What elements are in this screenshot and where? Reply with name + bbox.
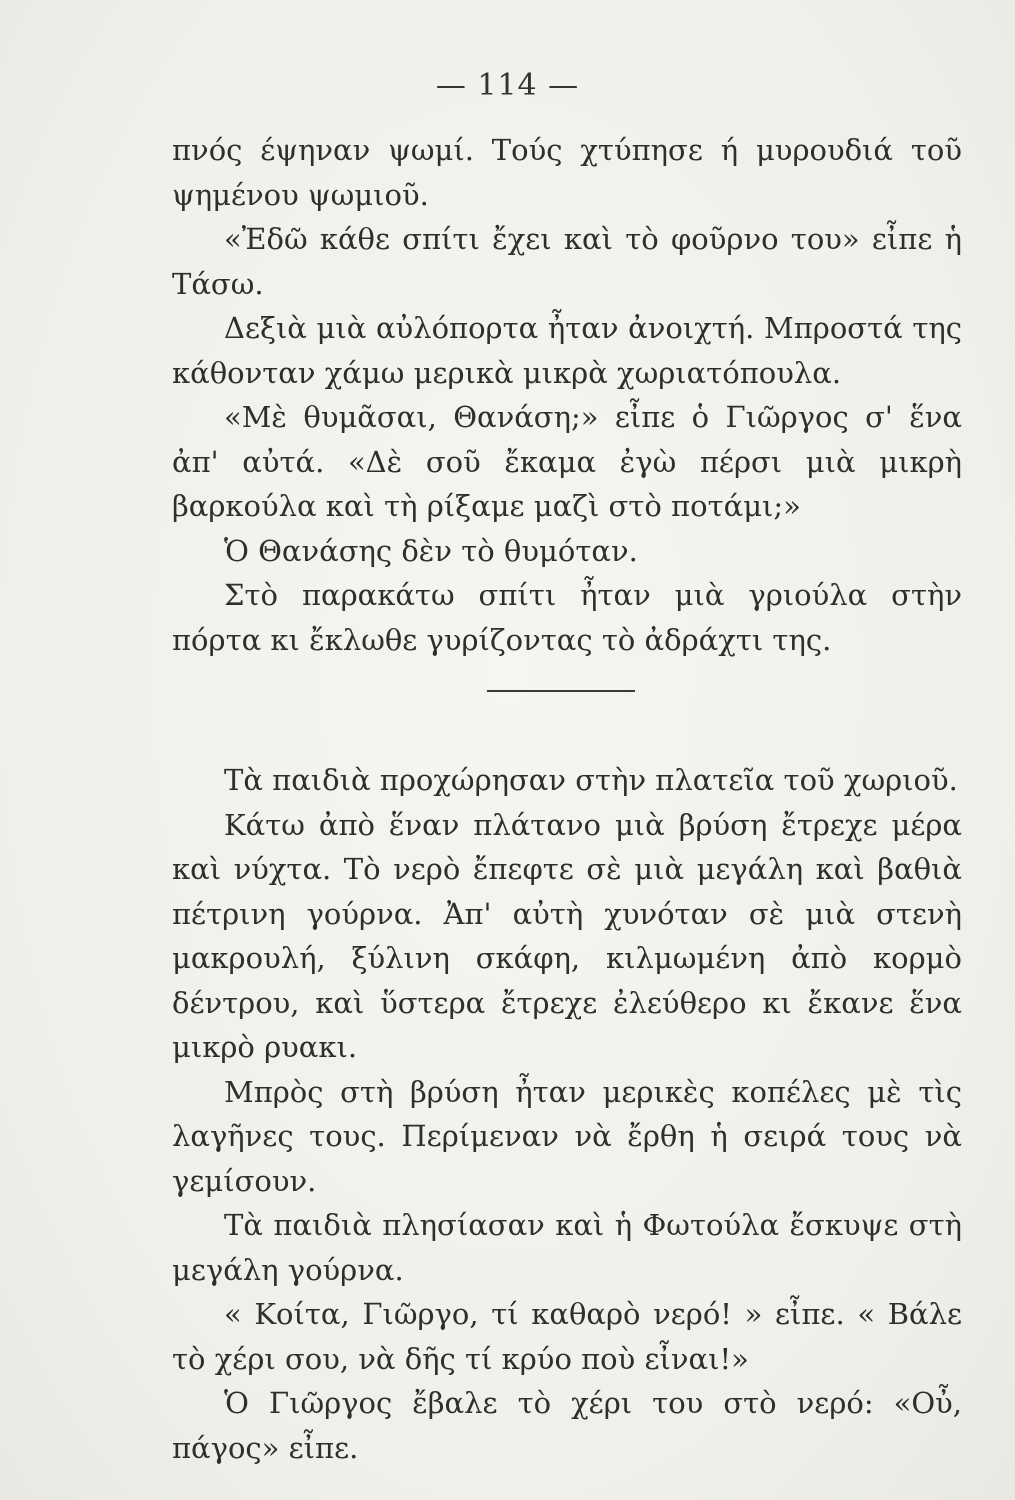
paragraph: « Κοίτα, Γιῶργο, τί καθαρὸ νερό! » εἶπε. « Βάλε τὸ χέρι σου, νὰ δῆς τί κρύο ποὺ εἶναι!»	[172, 1297, 962, 1376]
text-block-lower	[172, 758, 962, 1470]
paragraph: «Μὲ θυμᾶσαι, Θανάση;» εἶπε ὁ Γιῶργος σ' ἕνα ἀπ' αὐτά. «Δὲ σοῦ ἔκαμα ἐγὼ πέρσι μιὰ μικρὴ βαρκούλα καὶ τὴ ρίξαμε μαζὶ στὸ ποτάμι;»	[172, 400, 962, 523]
paragraph: Μπρὸς στὴ βρύση ἦταν μερικὲς κοπέλες μὲ τὶς λαγῆνες τους. Περίμεναν νὰ ἔρθη ἡ σειρά τους νὰ γεμίσουν.	[172, 1074, 962, 1198]
paragraph: Κάτω ἀπὸ ἕναν πλάτανο μιὰ βρύση ἔτρεχε μέρα καὶ νύχτα. Τὸ νερὸ ἔπεφτε σὲ μιὰ μεγάλη καὶ βαθιὰ πέτρινη γούρνα. Ἀπ' αὐτὴ χυνόταν σὲ μιὰ στενὴ μακρουλή, ξύλινη σκάφη, κιλμωμένη ἀπὸ κορμὸ δέντρου, καὶ ὕστερα ἔτρεχε ἐλεύθερο κι ἔκανε ἕνα μικρὸ ρυακι.	[172, 807, 962, 1064]
text-block-upper	[172, 128, 962, 662]
page-number: — 114 —	[435, 68, 580, 103]
paragraph: Τὰ παιδιὰ προχώρησαν στὴν πλατεῖα τοῦ χωριοῦ.	[224, 763, 958, 797]
paragraph: Ὁ Γιῶργος ἔβαλε τὸ χέρι του στὸ νερό: «Οὖ, πάγος» εἶπε.	[172, 1386, 962, 1465]
paragraph: Στὸ παρακάτω σπίτι ἦταν μιὰ γριούλα στὴν πόρτα κι ἔκλωθε γυρίζοντας τὸ ἀδράχτι της.	[172, 578, 962, 657]
paragraph: Τὰ παιδιὰ πλησίασαν καὶ ἡ Φωτούλα ἔσκυψε στὴ μεγάλη γούρνα.	[172, 1208, 962, 1287]
section-separator	[487, 690, 635, 692]
paragraph: Δεξιὰ μιὰ αὐλόπορτα ἦταν ἀνοιχτή. Μπροστά της κάθονταν χάμω μερικὰ μικρὰ χωριατόπουλα.	[172, 311, 962, 390]
paragraph: «Ἐδῶ κάθε σπίτι ἔχει καὶ τὸ φοῦρνο του» εἶπε ἡ Τάσω.	[172, 222, 962, 301]
paragraph: πνός έψηναν ψωμί. Τούς χτύπησε ή μυρουδιά τοῦ ψημένου ψωμιοῦ.	[172, 133, 962, 212]
paragraph: Ὁ Θανάσης δὲν τὸ θυμόταν.	[224, 533, 638, 568]
